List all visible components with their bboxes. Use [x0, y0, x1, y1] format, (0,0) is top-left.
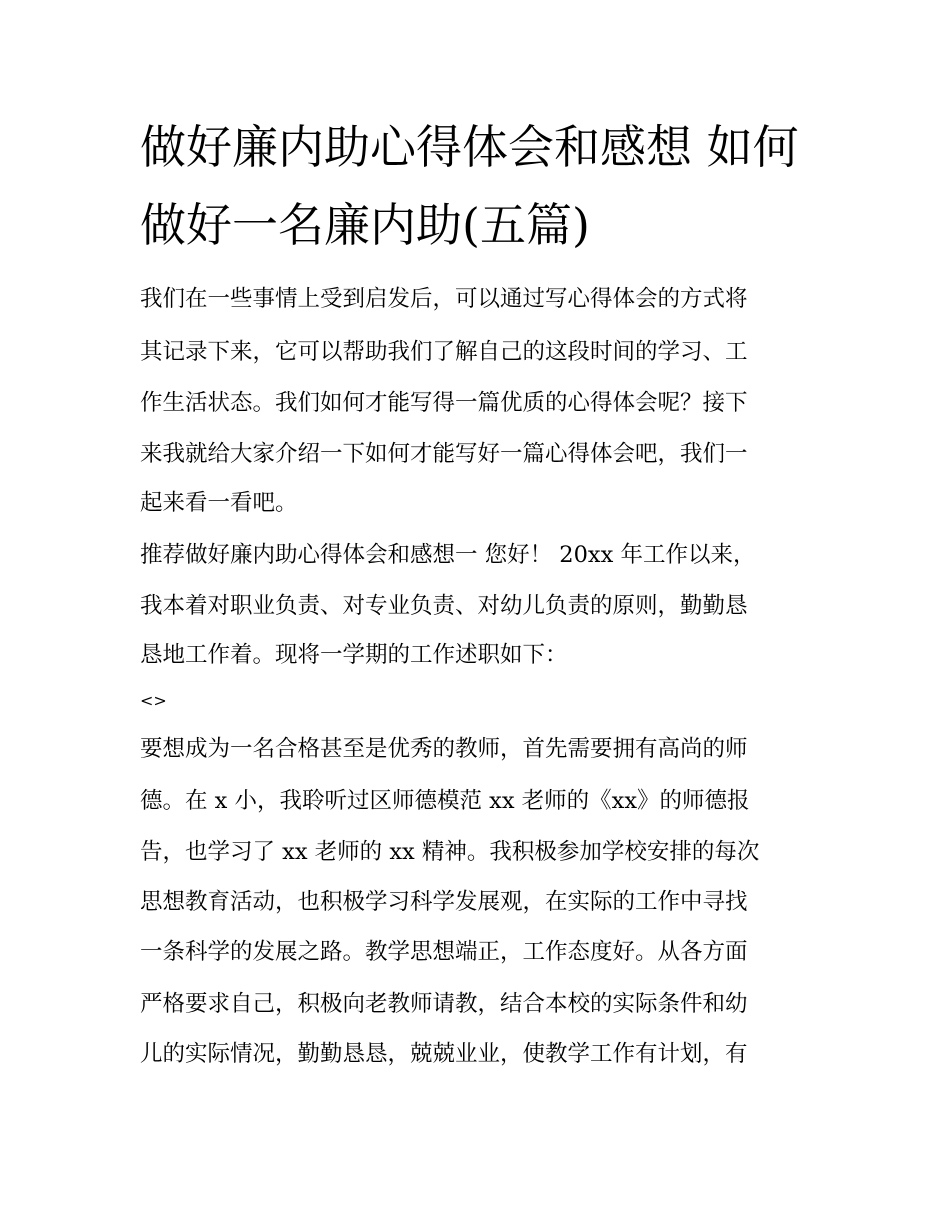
- body-line-5: 一条科学的发展之路。教学思想端正，工作态度好。从各方面: [140, 939, 748, 965]
- body-line-4: 思想教育活动，也积极学习科学发展观，在实际的工作中寻找: [140, 889, 748, 915]
- section-marker: <>: [140, 691, 167, 710]
- body-line-2: 德。在 x 小，我聆听过区师德模范 xx 老师的《xx》的师德报: [140, 788, 750, 814]
- body-line-6: 严格要求自己，积极向老教师请教，结合本校的实际条件和幼: [140, 991, 748, 1017]
- section-line-3: 恳地工作着。现将一学期的工作述职如下：: [140, 642, 568, 668]
- document-title: 做好廉内助心得体会和感想 如何做好一名廉内助(五篇): [140, 120, 799, 252]
- body-line-3: 告，也学习了 xx 老师的 xx 精神。我积极参加学校安排的每次: [140, 839, 760, 865]
- intro-line-2: 其记录下来，它可以帮助我们了解自己的这段时间的学习、工: [140, 339, 748, 365]
- intro-line-4: 来我就给大家介绍一下如何才能写好一篇心得体会吧，我们一: [140, 441, 748, 467]
- section-line-2: 我本着对职业负责、对专业负责、对幼儿负责的原则，勤勤恳: [140, 593, 748, 619]
- intro-line-5: 起来看一看吧。: [140, 490, 298, 516]
- section-line-1: 推荐做好廉内助心得体会和感想一 您好！ 20xx 年工作以来，: [140, 542, 756, 568]
- body-line-1: 要想成为一名合格甚至是优秀的教师，首先需要拥有高尚的师: [140, 736, 748, 762]
- body-line-7: 儿的实际情况，勤勤恳恳，兢兢业业，使教学工作有计划，有: [140, 1041, 748, 1067]
- intro-line-1: 我们在一些事情上受到启发后，可以通过写心得体会的方式将: [140, 286, 748, 312]
- intro-line-3: 作生活状态。我们如何才能写得一篇优质的心得体会呢？接下: [140, 390, 748, 416]
